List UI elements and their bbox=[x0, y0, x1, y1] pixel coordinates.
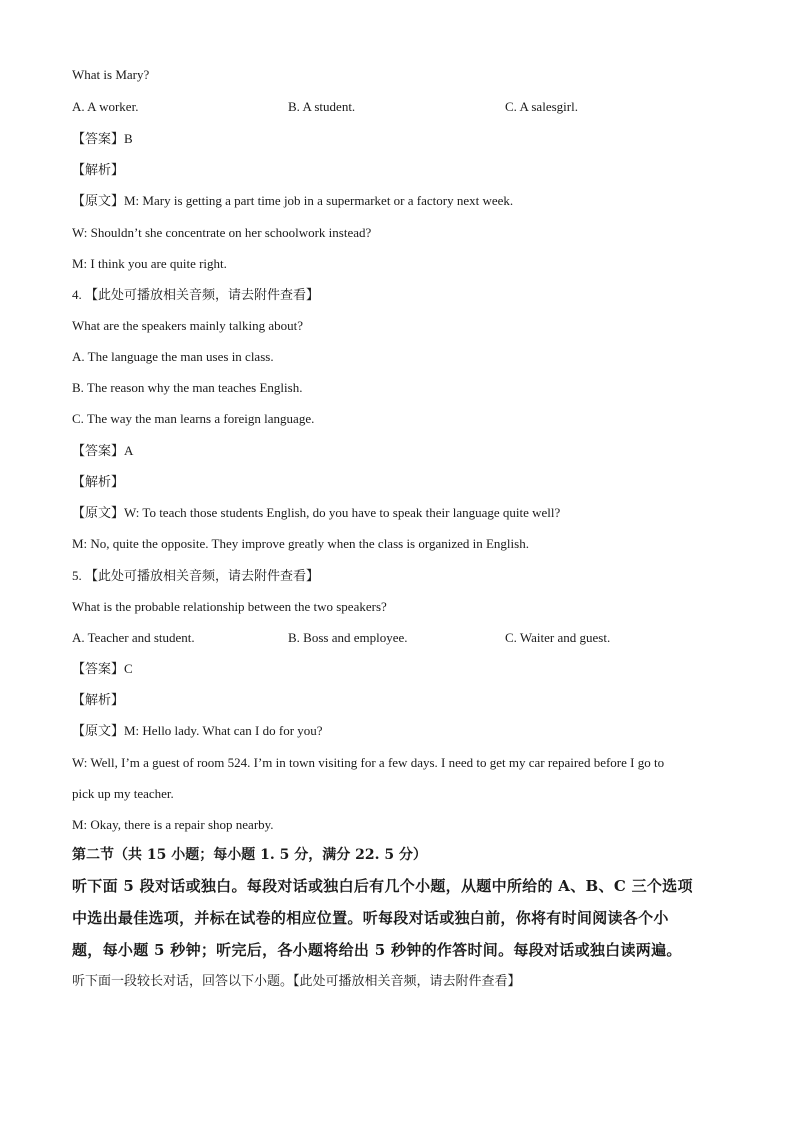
question-text: What is Mary? bbox=[72, 67, 150, 82]
question-text: What are the speakers mainly talking about? bbox=[72, 318, 304, 333]
transcript-line: W: Well, I’m a guest of room 524. I’m in town visiting for a few days. I need to get my car repaired before I go to bbox=[72, 755, 665, 770]
option-a: A. A worker. bbox=[72, 99, 139, 114]
option-b: B. Boss and employee. bbox=[288, 630, 408, 645]
option-c: C. Waiter and guest. bbox=[505, 630, 611, 645]
analysis-label: 【解析】 bbox=[72, 692, 125, 707]
transcript-line: 【原文】M: Hello lady. What can I do for you? bbox=[72, 723, 323, 738]
transcript-line: W: Shouldn’t she concentrate on her schoolwork instead? bbox=[72, 225, 372, 240]
section-lead: 听下面一段较长对话，回答以下小题。【此处可播放相关音频，请去附件查看】 bbox=[72, 973, 521, 988]
question-text: What is the probable relationship between the two speakers? bbox=[72, 599, 387, 614]
analysis-label: 【解析】 bbox=[72, 474, 125, 489]
analysis-label: 【解析】 bbox=[72, 162, 125, 177]
answer-label: 【答案】B bbox=[72, 131, 133, 146]
option-b: B. A student. bbox=[288, 99, 356, 114]
section-instructions: 听下面 5 段对话或独白。每段对话或独白后有几个小题，从题中所给的 A、B、C 三个选项 bbox=[72, 877, 693, 895]
transcript-line: M: I think you are quite right. bbox=[72, 256, 227, 271]
question-header: 5. 【此处可播放相关音频，请去附件查看】 bbox=[72, 568, 320, 583]
transcript-line: 【原文】W: To teach those students English, do you have to speak their language quite well? bbox=[72, 505, 561, 520]
transcript-line: pick up my teacher. bbox=[72, 786, 174, 801]
option-a: A. Teacher and student. bbox=[72, 630, 195, 645]
answer-label: 【答案】A bbox=[72, 443, 134, 458]
question-header: 4. 【此处可播放相关音频，请去附件查看】 bbox=[72, 287, 320, 302]
transcript-line: M: Okay, there is a repair shop nearby. bbox=[72, 817, 274, 832]
option-c: C. A salesgirl. bbox=[505, 99, 578, 114]
answer-label: 【答案】C bbox=[72, 661, 133, 676]
section-instructions: 中选出最佳选项，并标在试卷的相应位置。听每段对话或独白前，你将有时间阅读各个小 bbox=[72, 909, 669, 927]
section-title: 第二节（共 15 小题；每小题 1. 5 分，满分 22. 5 分） bbox=[72, 847, 427, 863]
option-b: B. The reason why the man teaches English. bbox=[72, 380, 303, 395]
option-c: C. The way the man learns a foreign language. bbox=[72, 411, 315, 426]
transcript-line: M: No, quite the opposite. They improve greatly when the class is organized in English. bbox=[72, 536, 529, 551]
transcript-line: 【原文】M: Mary is getting a part time job in a supermarket or a factory next week. bbox=[72, 193, 514, 208]
option-a: A. The language the man uses in class. bbox=[72, 349, 274, 364]
section-instructions: 题，每小题 5 秒钟；听完后，各小题将给出 5 秒钟的作答时间。每段对话或独白读两遍。 bbox=[72, 941, 682, 959]
